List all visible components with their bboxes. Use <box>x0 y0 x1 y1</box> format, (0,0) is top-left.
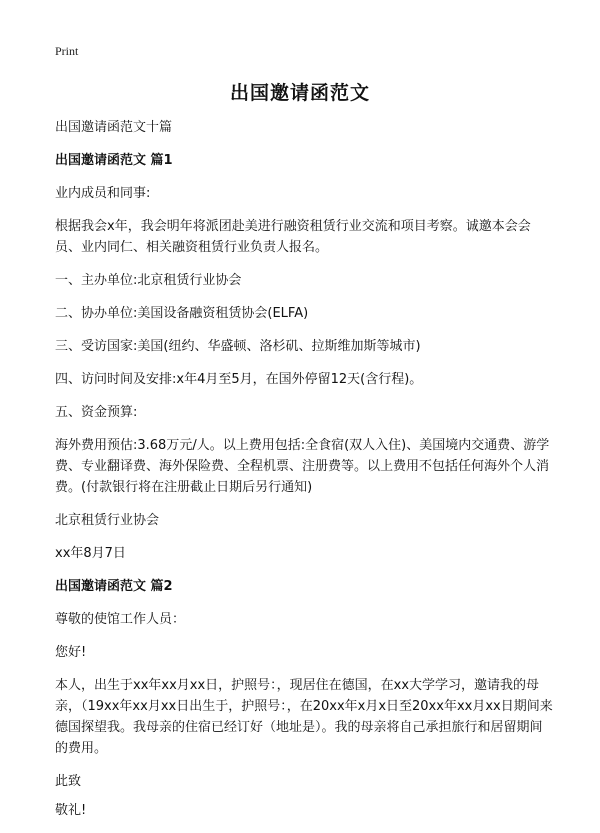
body-paragraph: 根据我会x年，我会明年将派团赴美进行融资租赁行业交流和项目考察。诚邀本会会员、业内同仁、相关融资租赁行业负责人报名。 <box>55 219 531 255</box>
closing-1: 此致 <box>55 774 82 789</box>
salutation-2: 尊敬的使馆工作人员： <box>55 612 186 627</box>
section-heading-2: 出国邀请函范文 篇2 <box>55 579 173 594</box>
item-schedule: 四、访问时间及安排:x年4月至5月，在国外停留12天(含行程)。 <box>55 372 423 387</box>
intro-line: 出国邀请函范文十篇 <box>55 120 173 135</box>
item-budget: 五、资金预算: <box>55 405 138 420</box>
document-body <box>55 117 555 833</box>
section-heading-1: 出国邀请函范文 篇1 <box>55 153 173 168</box>
signature-org: 北京租赁行业协会 <box>55 513 160 528</box>
item-countries: 三、受访国家:美国(纽约、华盛顿、洛杉矶、拉斯维加斯等城市) <box>55 339 421 354</box>
signature-date: xx年8月7日 <box>55 546 126 561</box>
document-title: 出国邀请函范文 <box>229 82 370 104</box>
budget-paragraph: 海外费用预估:3.68万元/人。以上费用包括:全食宿(双人入住)、美国境内交通费、游学费、专业翻译费、海外保险费、全程机票、注册费等。以上费用不包括任何海外个人消费。(付款银行将在注册截止日期后另行通知) <box>55 438 550 495</box>
letter-body: 本人，出生于xx年xx月xx日，护照号：，现居住在德国，在xx大学学习，邀请我的母亲，（19xx年xx月xx日出生于，护照号：，在20xx年x月x日至20xx年xx月xx日期间来德国探望我。我母亲的住宿已经订好（地址是）。我的母亲将自己承担旅行和居留期间的费用。 <box>55 678 553 756</box>
salutation-1: 业内成员和同事: <box>55 186 151 201</box>
print-label: Print <box>55 44 79 58</box>
item-co-organizer: 二、协办单位:美国设备融资租赁协会(ELFA) <box>55 306 309 321</box>
closing-2: 敬礼! <box>55 803 87 818</box>
item-organizer: 一、主办单位:北京租赁行业协会 <box>55 273 242 288</box>
greeting: 您好! <box>55 645 87 660</box>
